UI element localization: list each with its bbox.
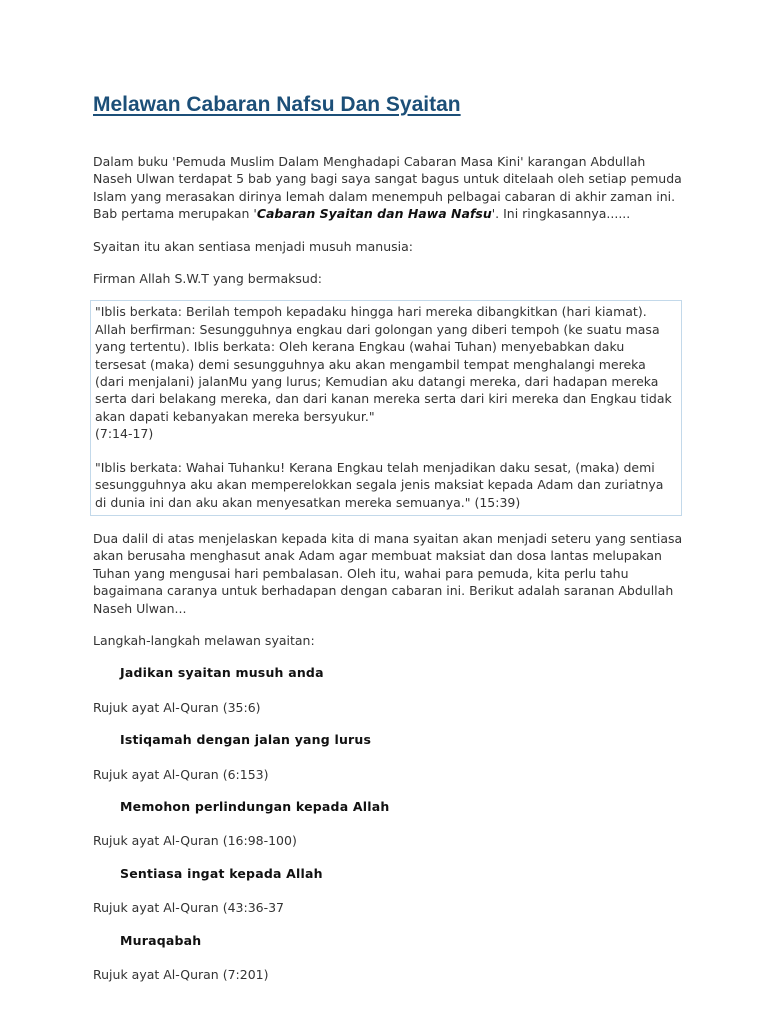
quote-second: "Iblis berkata: Wahai Tuhanku! Kerana Engkau telah menjadikan daku sesat, (maka) demi sesungguhnya aku akan memperelokkan segala jenis maksiat kepada Adam dan zuriatnya di dunia ini dan aku akan menyesatkan mereka semuanya." (15:39) bbox=[95, 459, 664, 510]
document-page bbox=[93, 92, 683, 983]
step-reference: Rujuk ayat Al-Quran (6:153) bbox=[93, 766, 269, 782]
page-title[interactable]: Melawan Cabaran Nafsu Dan Syaitan bbox=[93, 93, 461, 116]
quote-block bbox=[90, 300, 682, 515]
quote-first-reference: (7:14-17) bbox=[95, 426, 154, 442]
steps-list bbox=[93, 664, 683, 983]
enemy-paragraph: Syaitan itu akan sentiasa menjadi musuh manusia: bbox=[93, 238, 414, 254]
step-heading: Muraqabah bbox=[120, 932, 202, 948]
step-heading: Jadikan syaitan musuh anda bbox=[120, 665, 324, 681]
langkah-paragraph: Langkah-langkah melawan syaitan: bbox=[93, 632, 315, 648]
step-reference: Rujuk ayat Al-Quran (35:6) bbox=[93, 699, 261, 715]
firman-paragraph: Firman Allah S.W.T yang bermaksud: bbox=[93, 271, 322, 287]
step-heading: Sentiasa ingat kepada Allah bbox=[120, 865, 323, 881]
step-reference: Rujuk ayat Al-Quran (43:36-37 bbox=[93, 900, 285, 916]
dalil-paragraph: Dua dalil di atas menjelaskan kepada kita di mana syaitan akan menjadi seteru yang sentiasa akan berusaha menghasut anak Adam agar membuat maksiat dan dosa lantas melupakan Tuhan yang mengusai hari pembalasan. Oleh itu, wahai para pemuda, kita perlu tahu bagaimana caranya untuk berhadapan dengan cabaran ini. Berikut adalah saranan Abdullah Naseh Ulwan... bbox=[93, 530, 683, 616]
step-reference: Rujuk ayat Al-Quran (16:98-100) bbox=[93, 833, 297, 849]
intro-text-before: Dalam buku 'Pemuda Muslim Dalam Menghadapi Cabaran Masa Kini' karangan Abdullah Naseh Ulwan terdapat 5 bab yang bagi saya sangat bagus untuk ditelaah oleh setiap pemuda Islam yang merasakan dirinya lemah dalam menempuh pelbagai cabaran di akhir zaman ini. Bab pertama merupakan ' bbox=[93, 154, 682, 222]
quote-first: "Iblis berkata: Berilah tempoh kepadaku hingga hari mereka dibangkitkan (hari kiamat). Allah berfirman: Sesungguhnya engkau dari golongan yang diberi tempoh (ke suatu masa yang tertentu). Iblis berkata: Oleh kerana Engkau (wahai Tuhan) menyebabkan daku tersesat (maka) demi sesungguhnya aku akan mengambil tempat menghalangi mereka (dari menjalani) jalanMu yang lurus; Kemudian aku datangi mereka, dari hadapan mereka serta dari belakang mereka, dan dari kanan mereka serta dari kiri mereka dan Engkau tidak akan dapati kebanyakan mereka bersyukur." bbox=[95, 304, 672, 424]
intro-text-after: '. Ini ringkasannya...... bbox=[491, 206, 631, 222]
step-heading: Istiqamah dengan jalan yang lurus bbox=[120, 732, 372, 748]
intro-paragraph bbox=[93, 153, 683, 223]
step-heading: Memohon perlindungan kepada Allah bbox=[120, 798, 390, 814]
step-reference: Rujuk ayat Al-Quran (7:201) bbox=[93, 967, 269, 982]
intro-emphasis: Cabaran Syaitan dan Hawa Nafsu bbox=[256, 206, 492, 222]
